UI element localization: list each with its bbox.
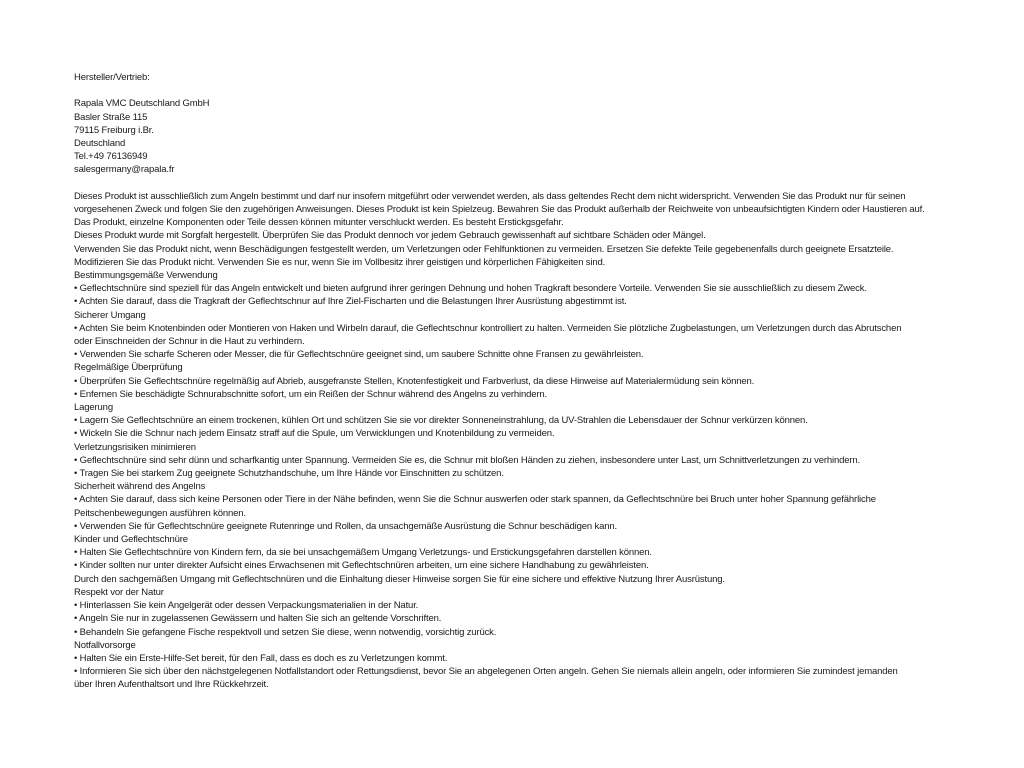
section-safe-handling	[74, 309, 964, 362]
intro-paragraph: Dieses Produkt wurde mit Sorgfalt hergestellt. Überprüfen Sie das Produkt dennoch vor jedem Gebrauch gewissenhaft auf sichtbare Schäden oder Mängel.	[74, 230, 706, 242]
spacer	[74, 177, 964, 190]
bullet-item: • Halten Sie Geflechtschnüre von Kindern fern, da sie bei unsachgemäßem Umgang Verletzungs- und Erstickungsgefahren darstellen können.	[74, 547, 652, 559]
bullet-continuation: über Ihren Aufenthaltsort und Ihre Rückkehrzeit.	[74, 679, 269, 691]
company-name: Rapala VMC Deutschland GmbH	[74, 98, 210, 110]
bullet-item: • Achten Sie beim Knotenbinden oder Montieren von Haken und Wirbeln darauf, die Geflechtschnur kontrolliert zu halten. Vermeiden Sie plötzliche Zugbelastungen, um Verletzungen durch das Abrutschen	[74, 322, 902, 334]
section-emergency	[74, 639, 964, 692]
intro-paragraph: Modifizieren Sie das Produkt nicht. Verwenden Sie es nur, wenn Sie im Vollbesitz ihrer geistigen und körperlichen Fähigkeiten sind.	[74, 256, 606, 268]
document-body	[74, 71, 964, 692]
bullet-item: • Tragen Sie bei starkem Zug geeignete Schutzhandschuhe, um Ihre Hände vor Einschnitten zu schützen.	[74, 468, 504, 480]
bullet-item: • Verwenden Sie scharfe Scheren oder Messer, die für Geflechtschnüre geeignet sind, um saubere Schnitte ohne Fransen zu gewährleisten.	[74, 349, 644, 361]
city: 79115 Freiburg i.Br.	[74, 124, 154, 136]
section-heading: Verletzungsrisiken minimieren	[74, 441, 196, 453]
bullet-item: • Behandeln Sie gefangene Fische respektvoll und setzen Sie diese, wenn notwendig, vorsichtig zurück.	[74, 626, 497, 638]
section-children	[74, 533, 964, 586]
section-heading: Kinder und Geflechtschnüre	[74, 534, 188, 546]
section-nature	[74, 586, 964, 639]
intro-paragraph: Verwenden Sie das Produkt nicht, wenn Beschädigungen festgestellt werden, um Verletzungen oder Fehlfunktionen zu vermeiden. Ersetzen Sie defekte Teile gegebenenfalls durch geeignete Ersatzteile.	[74, 243, 894, 255]
bullet-item: • Geflechtschnüre sind speziell für das Angeln entwickelt und bieten aufgrund ihrer geringen Dehnung und hohen Tragkraft besondere Vorteile. Verwenden Sie sie ausschließlich zu diesem Zweck.	[74, 283, 867, 295]
bullet-item: • Lagern Sie Geflechtschnüre an einem trockenen, kühlen Ort und schützen Sie sie vor direkter Sonneneinstrahlung, da UV-Strahlen die Lebensdauer der Schnur verkürzen können.	[74, 415, 808, 427]
intro-paragraph: Das Produkt, einzelne Komponenten oder Teile dessen können mitunter verschluckt werden. Es besteht Erstickgsgefahr.	[74, 217, 564, 229]
section-heading: Notfallvorsorge	[74, 639, 136, 651]
section-inspection	[74, 361, 964, 401]
email: salesgermany@rapala.fr	[74, 164, 175, 176]
bullet-item: • Halten Sie ein Erste-Hilfe-Set bereit, für den Fall, dass es doch es zu Verletzungen kommt.	[74, 652, 448, 664]
bullet-item: • Hinterlassen Sie kein Angelgerät oder dessen Verpackungsmaterialien in der Natur.	[74, 600, 419, 612]
bullet-item: • Verwenden Sie für Geflechtschnüre geeignete Rutenringe und Rollen, da unsachgemäße Ausrüstung die Schnur beschädigen kann.	[74, 520, 617, 532]
closing-note: Durch den sachgemäßen Umgang mit Geflechtschnüren und die Einhaltung dieser Hinweise sorgen Sie für eine sichere und effektive Nutzung Ihrer Ausrüstung.	[74, 573, 725, 585]
street: Basler Straße 115	[74, 111, 148, 123]
section-fishing-safety	[74, 480, 964, 533]
section-heading: Lagerung	[74, 402, 113, 414]
address-block	[74, 97, 964, 176]
section-storage	[74, 401, 964, 441]
section-heading: Regelmäßige Überprüfung	[74, 362, 183, 374]
section-heading: Sicherheit während des Angelns	[74, 481, 206, 493]
phone: Tel.+49 76136949	[74, 151, 148, 163]
bullet-item: • Enfernen Sie beschädigte Schnurabschnitte sofort, um ein Reißen der Schnur während des Angelns zu verhindern.	[74, 388, 548, 400]
bullet-item: • Achten Sie darauf, dass die Tragkraft der Geflechtschnur auf Ihre Ziel-Fischarten und die Belastungen Ihrer Ausrüstung abgestimmt ist.	[74, 296, 627, 308]
bullet-item: • Angeln Sie nur in zugelassenen Gewässern und halten Sie sich an geltende Vorschriften.	[74, 613, 442, 625]
bullet-item: • Wickeln Sie die Schnur nach jedem Einsatz straff auf die Spule, um Verwicklungen und Knotenbildung zu vermeiden.	[74, 428, 555, 440]
spacer	[74, 84, 964, 97]
bullet-item: • Kinder sollten nur unter direkter Aufsicht eines Erwachsenen mit Geflechtschnüren arbeiten, um eine sichere Handhabung zu gewährleisten.	[74, 560, 649, 572]
intro-block	[74, 190, 964, 269]
bullet-continuation: oder Einschneiden der Schnur in die Haut zu verhindern.	[74, 336, 305, 348]
section-heading: Respekt vor der Natur	[74, 586, 164, 598]
bullet-item: • Informieren Sie sich über den nächstgelegenen Notfallstandort oder Rettungsdienst, bevor Sie an abgelegenen Orten angeln. Gehen Sie niemals allein angeln, oder informieren Sie zumindest jemanden	[74, 666, 898, 678]
intro-paragraph: Dieses Produkt ist ausschließlich zum Angeln bestimmt und darf nur insofern mitgeführt oder verwendet werden, als dass geltendes Recht dem nicht widerspricht. Verwenden Sie das Produkt nur für seinen vorgesehenen Zweck und folgen Sie den zugehörigen Anweisungen. Dieses Produkt ist kein Spielzeug. Bewahren Sie das Produkt außerhalb der Reichweite von unbeaufsichtigten Kindern oder Haustieren auf.	[74, 190, 925, 215]
bullet-item: • Überprüfen Sie Geflechtschnüre regelmäßig auf Abrieb, ausgefranste Stellen, Knotenfestigkeit und Farbverlust, da diese Hinweise auf Materialermüdung sein können.	[74, 375, 755, 387]
section-injury-risks	[74, 441, 964, 481]
bullet-item: • Achten Sie darauf, dass sich keine Personen oder Tiere in der Nähe befinden, wenn Sie die Schnur auswerfen oder stark spannen, da Geflechtschnüre bei Bruch unter hoher Spannung gefährliche Peitschenbewegungen ausführen können.	[74, 494, 876, 519]
section-heading: Sicherer Umgang	[74, 309, 146, 321]
section-heading: Bestimmungsgemäße Verwendung	[74, 270, 218, 282]
bullet-item: • Geflechtschnüre sind sehr dünn und scharfkantig unter Spannung. Vermeiden Sie es, die Schnur mit bloßen Händen zu ziehen, insbesondere unter Last, um Schnittverletzungen zu verhindern.	[74, 454, 861, 466]
section-intended-use	[74, 269, 964, 309]
country: Deutschland	[74, 138, 126, 149]
manufacturer-label: Hersteller/Vertrieb:	[74, 72, 150, 83]
